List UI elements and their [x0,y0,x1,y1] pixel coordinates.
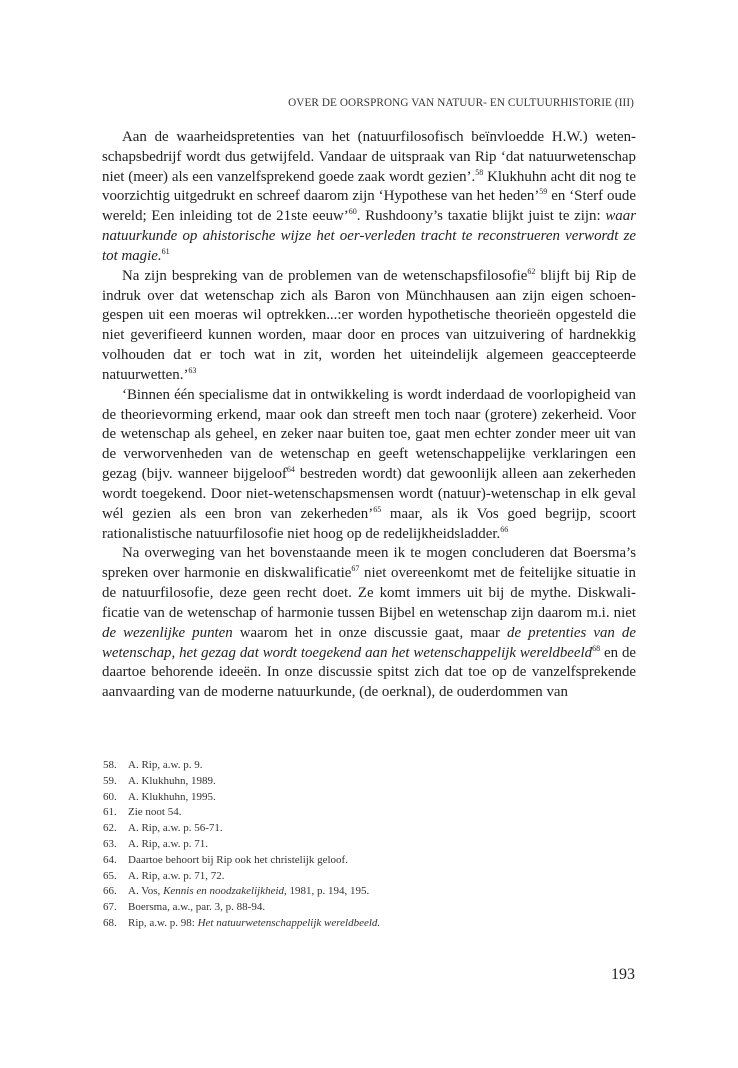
text-run: Aan de waarheidspretenties van het (natuurfilosofisch beïnvloedde H.W.) wetenschapsbedrijf wordt dus getwijfeld. Vandaar de uitspraak van Rip ‘dat natuurwetenschap niet (meer) als een vanzelfsprekend goede zaak wordt gezien’. [102,129,636,185]
text-run: A. Rip, a.w. p. 71, 72. [128,869,225,882]
italic-text: de wezenlijke punten [102,624,233,641]
footnote-ref: 66 [500,524,509,534]
text-run: Na zijn bespreking van de problemen van de wetenschapsfilosofie [122,267,528,284]
footnote-number: 63. [103,837,117,850]
text-run: A. Rip, a.w. p. 9. [128,759,203,771]
footnote [103,900,643,916]
footnote [103,758,643,774]
text-run: Daartoe behoort bij Rip ook het christelijk geloof. [128,853,348,866]
footnote-number: 66. [103,885,117,898]
text-run: Boersma, a.w., par. 3, p. 88-94. [128,901,266,914]
text-run: en de daartoe behorende ideeën. In onze discussie spitst zich dat toe op de vanzelfsprekende aanvaarding van de moderne natuurkunde, (de oerknal), de ouderdommen van [102,644,636,701]
text-run: . Rushdoony’s taxatie blijkt juist te zijn: [356,208,606,225]
footnote [103,790,643,806]
text-run: Na overweging van het bovenstaande meen ik te mogen concluderen dat Boersma’s spreken over harmonie en diskwalificatie [102,545,636,582]
paragraph [102,267,636,386]
footnote [103,774,643,790]
text-run: A. Vos, [128,885,164,898]
text-run: maar, als ik Vos goed begrijp, scoort rationalistische natuurfilosofie niet hoog op de redelijkheidsladder. [102,505,637,542]
footnote-number: 61. [103,806,117,819]
footnote [103,869,643,885]
text-run: A. Klukhuhn, 1995. [128,790,216,803]
footnotes [103,758,643,932]
text-run: , 1981, p. 194, 195. [284,885,370,898]
footnote [103,837,643,853]
paragraph [102,544,636,703]
footnote-ref: 61 [161,246,170,256]
footnote-number: 59. [103,774,117,787]
footnote-ref: 67 [351,564,360,574]
text-run: niet overeenkomt met de feitelijke situatie in de natuurfilosofie, deze geen recht doet. Ze komt immers uit bij de mythe. Diskwalificatie van de wetenschap of harmonie tussen Bijbel en wetenschap zijn daarom m.i. niet [102,565,636,621]
text-run: en ‘Sterf oude wereld; Een inleiding tot de 21ste eeuw’ [102,188,636,225]
footnote-ref: 64 [286,465,295,475]
text-run: ‘Binnen één specialisme dat in ontwikkeling is wordt inderdaad de voorlopigheid van de theorievorming erkend, maar ook dan streeft men toch naar (grotere) zekerheid. Voor de wetenschap als geheel, en zeker naar buiten toe, gaat men echter zonder meer uit van de verworvenheden van de wetenschap en geeft wetenschappelijke verklaringen een gezag (bijv. wanneer bijgeloof [102,386,636,483]
footnote-ref: 59 [539,187,548,197]
footnote [103,805,643,821]
footnote-number: 65. [103,869,117,882]
footnote-number: 64. [103,853,117,866]
footnote-ref: 63 [188,365,197,375]
footnote-ref: 60 [348,207,357,217]
italic-text: waar natuurkunde op ahistorische wijze het oer-verleden tracht te reconstrueren verwordt ze tot magie. [102,208,636,264]
footnote-ref: 58 [475,167,484,177]
italic-text: de pretenties van de wetenschap, het gezag dat wordt toegekend aan het wetenschappelijk wereldbeeld [102,624,636,661]
text-run: bestreden wordt) dat gewoonlijk alleen aan zekerheden wordt toegekend. Door niet-wetenschapsmensen wordt (natuur)-wetenschap in elk geval wél gezien als een bron van zekerheden’ [102,466,636,522]
footnote-ref: 62 [527,266,536,276]
text-run: A. Klukhuhn, 1989. [128,774,216,787]
italic-text: Het natuurwetenschappelijk wereldbeeld. [197,916,381,929]
footnote-ref: 65 [373,504,382,514]
footnote [103,821,643,837]
text-run: blijft bij Rip de indruk over dat wetenschap zich als Baron von Münchhausen aan zijn eigen schoengespen uit een moeras wil optrekken...:er worden hypothetische theorieën opgesteld die niet geverifieerd kunnen worden, maar door en proces van uitzuivering of hardnekkig volhouden dat er toch wat in zit, worden het uiteindelijk algemeen geaccepteerde natuurwetten.’ [102,267,636,383]
text-run: A. Rip, a.w. p. 56-71. [128,822,223,835]
text-run: A. Rip, a.w. p. 71. [128,837,208,850]
paragraph [102,128,636,267]
footnote-number: 67. [103,901,117,914]
text-run: waarom het in onze discussie gaat, maar [232,624,508,641]
footnote-ref: 68 [592,643,601,653]
footnote-number: 62. [103,822,117,835]
text-run: Zie noot 54. [128,806,182,819]
page-number: 193 [611,966,635,983]
footnote [103,853,643,869]
italic-text: Kennis en noodzakelijkheid [163,885,285,898]
footnote [103,916,643,932]
footnote-number: 68. [103,916,117,929]
text-run: Rip, a.w. p. 98: [128,916,198,929]
body-text [102,128,636,703]
footnote-number: 60. [103,790,117,803]
text-run: Klukhuhn acht dit nog te voorzichtig uitgedrukt en schreef daarom zijn ‘Hypothese van het heden’ [102,168,636,205]
footnote-number: 58. [103,759,117,771]
running-header: OVER DE OORSPRONG VAN NATUUR- EN CULTUURHISTORIE (III) [288,97,634,109]
footnote [103,884,643,900]
paragraph [102,386,636,545]
